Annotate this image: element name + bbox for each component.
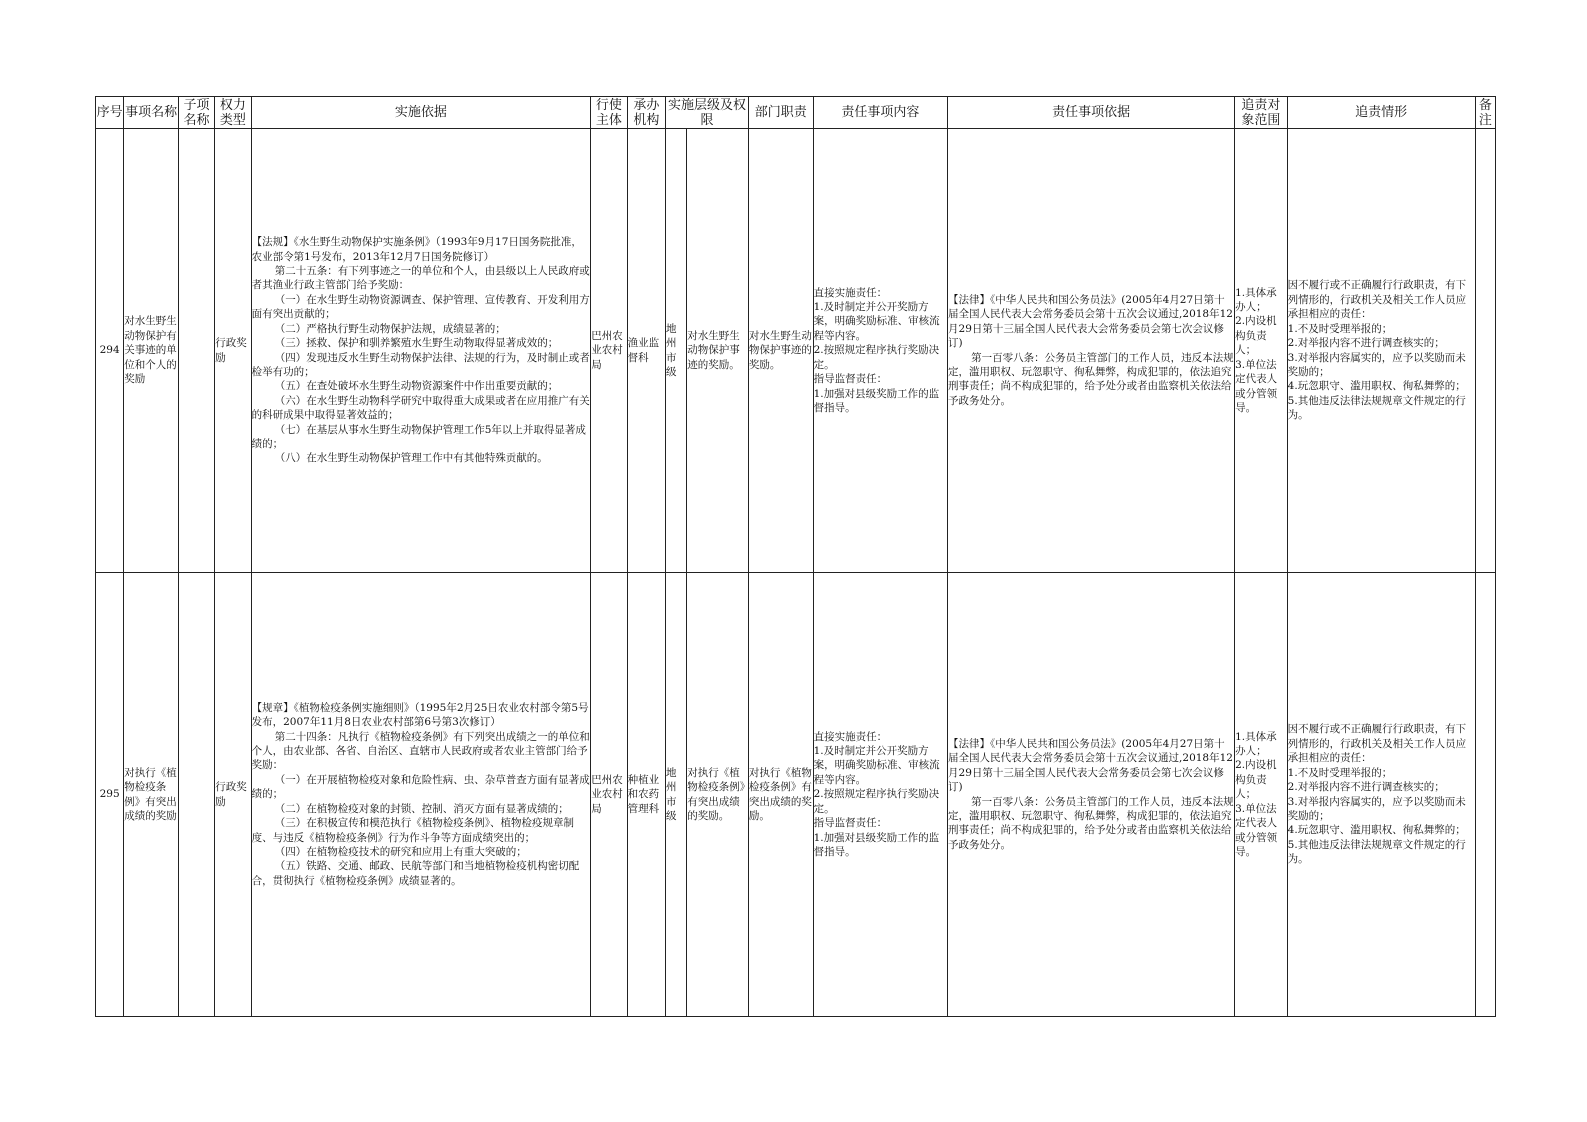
basis-line: （二）严格执行野生动物保护法规，成绩显著的；: [274, 322, 506, 335]
header-remark: 备注: [1475, 97, 1495, 129]
authority-cell: 对执行《植物检疫条例》有突出成绩的奖励。: [687, 573, 749, 1017]
basis-line: （七）在基层从事水生野生动物保护管理工作5年以上并取得显著成绩的；: [251, 423, 586, 450]
resp-basis-cell: [948, 129, 1235, 573]
header-row: [96, 97, 1496, 129]
resp-basis-line: 第一百零八条：公务员主管部门的工作人员，违反本法规定，滥用职权、玩忽职守、徇私舞弊，构成犯罪的，依法追究刑事责任；尚不构成犯罪的，给予处分或者由监察机关依法给予政务处分。: [948, 795, 1234, 851]
basis-line: 【法规】《水生野生动物保护实施条例》（1993年9月17日国务院批准，农业部令第1号发布，2013年12月7日国务院修订）: [251, 236, 582, 263]
header-agency: 承办机构: [627, 97, 665, 129]
accountability-scope-cell: 1.具体承办人； 2.内设机构负责人； 3.单位法定代表人或分管领导。: [1235, 129, 1288, 573]
header-resp-basis: 责任事项依据: [948, 97, 1235, 129]
sub-item-cell: [178, 573, 214, 1017]
accountability-scope-cell: 1.具体承办人； 2.内设机构负责人； 3.单位法定代表人或分管领导。: [1235, 573, 1288, 1017]
remark-cell: [1475, 573, 1495, 1017]
basis-cell: [251, 573, 591, 1017]
table-row: [96, 129, 1496, 573]
sub-item-cell: [178, 129, 214, 573]
duty-cell: 对水生野生动物保护事迹的奖励。: [748, 129, 813, 573]
basis-line: （三）拯救、保护和驯养繁殖水生野生动物取得显著成效的；: [274, 337, 559, 350]
header-subject: 行使主体: [591, 97, 627, 129]
header-duty: 部门职责: [748, 97, 813, 129]
authority-cell: 对水生野生动物保护事迹的奖励。: [687, 129, 749, 573]
agency-cell: 种植业和农药管理科: [627, 573, 665, 1017]
resp-basis-line: 第一百零八条：公务员主管部门的工作人员，违反本法规定，滥用职权、玩忽职守、徇私舞弊，构成犯罪的，依法追究刑事责任；尚不构成犯罪的，给予处分或者由监察机关依法给予政务处分。: [948, 351, 1234, 407]
accountability-cases-cell: 因不履行或不正确履行行政职责，有下列情形的，行政机关及相关工作人员应承担相应的责任： 1.不及时受理举报的； 2.对举报内容不进行调查核实的； 3.对举报内容属实的，应予以奖励而未奖励的； 4.玩忽职守、滥用职权、徇私舞弊的； 5.其他违反法律法规规章文件规定的行为。: [1287, 573, 1475, 1017]
basis-line: 【规章】《植物检疫条例实施细则》（1995年2月25日农业农村部令第5号发布，2007年11月8日农业农村部第6号第3次修订）: [251, 701, 589, 729]
header-item-name: 事项名称: [124, 97, 179, 129]
basis-line: （四）在植物检疫技术的研究和应用上有重大突破的；: [274, 845, 527, 858]
duty-cell: 对执行《植物检疫条例》有突出成绩的奖励。: [748, 573, 813, 1017]
level-cell: 地州市级: [666, 129, 687, 573]
agency-cell: 渔业监督科: [627, 129, 665, 573]
table-row: [96, 573, 1496, 1017]
resp-basis-cell: [948, 573, 1235, 1017]
header-basis: 实施依据: [251, 97, 591, 129]
power-type-cell: 行政奖励: [215, 573, 251, 1017]
power-type-cell: 行政奖励: [215, 129, 251, 573]
header-level: 实施层级及权限: [666, 97, 749, 129]
basis-line: （五）在查处破坏水生野生动物资源案件中作出重要贡献的；: [274, 380, 559, 393]
basis-line: （五）铁路、交通、邮政、民航等部门和当地植物检疫机构密切配合，贯彻执行《植物检疫条例》成绩显著的。: [251, 860, 580, 887]
seq-cell: 294: [96, 129, 124, 573]
subject-cell: 巴州农业农村局: [591, 573, 627, 1017]
item-name-cell: 对执行《植物检疫条例》有突出成绩的奖励: [124, 573, 179, 1017]
header-accountability-scope: 追责对象范围: [1235, 97, 1288, 129]
header-seq: 序号: [96, 97, 124, 129]
basis-cell: [251, 129, 591, 573]
header-accountability-cases: 追责情形: [1287, 97, 1475, 129]
item-name-cell: 对水生野生动物保护有关事迹的单位和个人的奖励: [124, 129, 179, 573]
remark-cell: [1475, 129, 1495, 573]
resp-content-cell: 直接实施责任： 1.及时制定并公开奖励方案，明确奖励标准、审核流程等内容。 2.按照规定程序执行奖励决定。 指导监督责任： 1.加强对县级奖励工作的监督指导。: [813, 573, 947, 1017]
responsibility-table: [95, 96, 1496, 1017]
basis-line: 第二十四条：凡执行《植物检疫条例》有下列突出成绩之一的单位和个人，由农业部、各省、自治区、直辖市人民政府或者农业主管部门给予奖励：: [251, 730, 590, 772]
header-sub-item: 子项名称: [178, 97, 214, 129]
seq-cell: 295: [96, 573, 124, 1017]
resp-content-cell: 直接实施责任： 1.及时制定并公开奖励方案，明确奖励标准、审核流程等内容。 2.按照规定程序执行奖励决定。 指导监督责任： 1.加强对县级奖励工作的监督指导。: [813, 129, 947, 573]
basis-line: （三）在积极宣传和模范执行《植物检疫条例》、植物检疫规章制度、与违反《植物检疫条例》行为作斗争等方面成绩突出的；: [251, 817, 574, 844]
resp-basis-line: 【法律】《中华人民共和国公务员法》(2005年4月27日第十届全国人民代表大会常务委员会第十五次会议通过,2018年12月29日第十三届全国人民代表大会常务委员会第七次会议修订): [948, 293, 1233, 350]
accountability-cases-cell: 因不履行或不正确履行行政职责，有下列情形的，行政机关及相关工作人员应承担相应的责任： 1.不及时受理举报的； 2.对举报内容不进行调查核实的； 3.对举报内容属实的，应予以奖励而未奖励的； 4.玩忽职守、滥用职权、徇私舞弊的； 5.其他违反法律法规规章文件规定的行为。: [1287, 129, 1475, 573]
header-resp-content: 责任事项内容: [813, 97, 947, 129]
basis-line: （二）在植物检疫对象的封锁、控制、消灭方面有显著成绩的；: [274, 802, 569, 815]
basis-line: （一）在水生野生动物资源调查、保护管理、宣传教育、开发利用方面有突出贡献的；: [251, 293, 590, 321]
resp-basis-line: 【法律】《中华人民共和国公务员法》(2005年4月27日第十届全国人民代表大会常务委员会第十五次会议通过,2018年12月29日第十三届全国人民代表大会常务委员会第七次会议修订): [948, 737, 1233, 794]
basis-line: 第二十五条：有下列事迹之一的单位和个人，由县级以上人民政府或者其渔业行政主管部门给予奖励：: [251, 265, 590, 292]
basis-line: （一）在开展植物检疫对象和危险性病、虫、杂草普查方面有显著成绩的；: [251, 773, 590, 801]
subject-cell: 巴州农业农村局: [591, 129, 627, 573]
basis-line: （四）发现违反水生野生动物保护法律、法规的行为，及时制止或者检举有功的；: [251, 351, 590, 378]
basis-line: （八）在水生野生动物保护管理工作中有其他特殊贡献的。: [274, 452, 548, 465]
header-power-type: 权力类型: [215, 97, 251, 129]
basis-line: （六）在水生野生动物科学研究中取得重大成果或者在应用推广有关的科研成果中取得显著效益的；: [251, 394, 590, 422]
level-cell: 地州市级: [666, 573, 687, 1017]
